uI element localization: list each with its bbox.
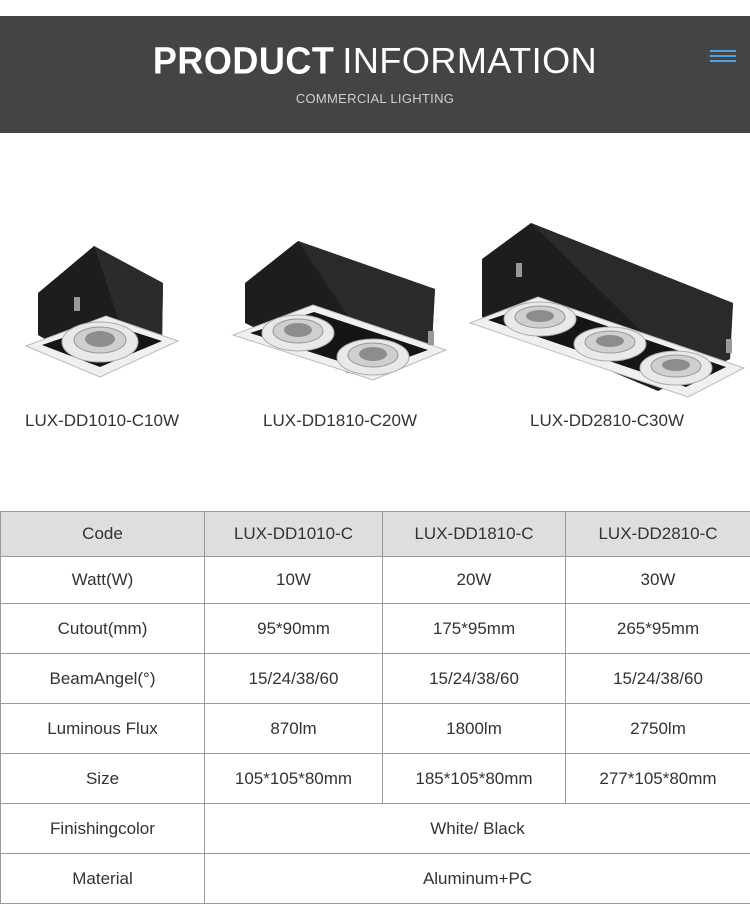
table-row xyxy=(1,704,750,754)
menu-icon[interactable] xyxy=(710,48,736,64)
product-image-2 xyxy=(228,233,450,383)
row-label: Luminous Flux xyxy=(1,704,205,754)
downlight-single-head-image xyxy=(0,215,200,395)
table-cell: 30W xyxy=(566,557,750,604)
header-banner xyxy=(0,16,750,133)
page-subtitle: COMMERCIAL LIGHTING xyxy=(295,91,455,106)
row-label: Cutout(mm) xyxy=(1,604,205,654)
table-cell: 20W xyxy=(383,557,566,604)
table-row xyxy=(1,604,750,654)
spec-table xyxy=(0,511,750,904)
table-cell: 1800lm xyxy=(383,704,566,754)
product-model-3: LUX-DD2810-C30W xyxy=(530,411,684,430)
table-cell: 105*105*80mm xyxy=(205,754,383,804)
downlight-double-head-image xyxy=(228,233,450,383)
row-label: Watt(W) xyxy=(1,557,205,604)
downlight-triple-head-image xyxy=(468,221,746,401)
title-bold: PRODUCT xyxy=(152,38,335,82)
table-cell: 15/24/38/60 xyxy=(205,654,383,704)
table-row xyxy=(1,754,750,804)
row-label: Material xyxy=(1,854,205,904)
title-thin: INFORMATION xyxy=(342,40,598,81)
table-cell: 10W xyxy=(205,557,383,604)
table-cell: White/ Black xyxy=(205,804,750,854)
table-row xyxy=(1,854,750,904)
table-cell: 175*95mm xyxy=(383,604,566,654)
column-header: Code xyxy=(1,512,205,557)
column-header: LUX-DD1810-C xyxy=(383,512,566,557)
table-cell: 95*90mm xyxy=(205,604,383,654)
table-cell: 185*105*80mm xyxy=(383,754,566,804)
table-row xyxy=(1,654,750,704)
product-image-1 xyxy=(0,215,200,395)
table-row xyxy=(1,557,750,604)
product-model-2: LUX-DD1810-C20W xyxy=(263,411,417,430)
product-image-3 xyxy=(468,221,746,401)
product-model-1: LUX-DD1010-C10W xyxy=(25,411,179,430)
row-label: Finishingcolor xyxy=(1,804,205,854)
row-label: BeamAngel(°) xyxy=(1,654,205,704)
table-cell: 15/24/38/60 xyxy=(566,654,750,704)
table-cell: 2750lm xyxy=(566,704,750,754)
row-label: Size xyxy=(1,754,205,804)
column-header: LUX-DD1010-C xyxy=(205,512,383,557)
page-title xyxy=(0,40,750,82)
product-gallery xyxy=(0,215,750,445)
table-cell: 15/24/38/60 xyxy=(383,654,566,704)
table-cell: 265*95mm xyxy=(566,604,750,654)
table-row xyxy=(1,804,750,854)
table-cell: 870lm xyxy=(205,704,383,754)
column-header: LUX-DD2810-C xyxy=(566,512,750,557)
table-cell: 277*105*80mm xyxy=(566,754,750,804)
table-header-row xyxy=(1,512,750,557)
table-cell: Aluminum+PC xyxy=(205,854,750,904)
